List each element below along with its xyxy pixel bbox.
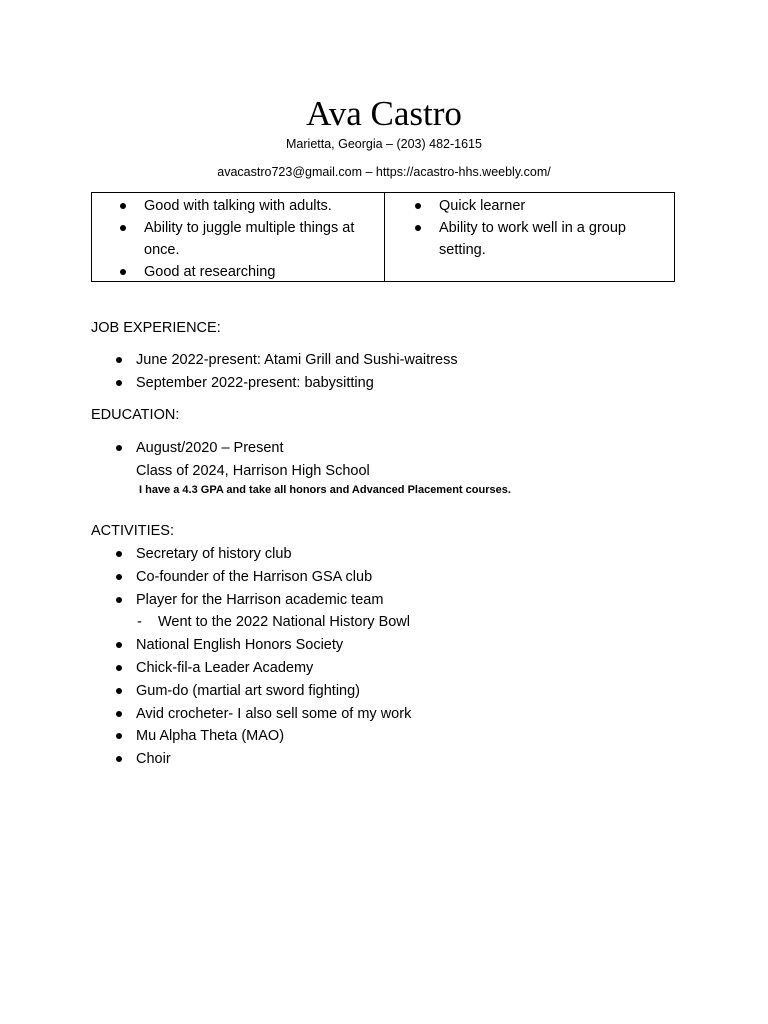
bullet-icon — [116, 711, 122, 717]
skill-item: Quick learner — [411, 195, 668, 217]
bullet-icon — [120, 225, 126, 231]
bullet-icon — [415, 225, 421, 231]
bullet-icon — [116, 597, 122, 603]
job-experience-list — [116, 349, 458, 395]
resume-name: Ava Castro — [306, 94, 462, 133]
bullet-icon — [116, 688, 122, 694]
activities-heading: ACTIVITIES: — [91, 523, 174, 539]
list-item: Player for the Harrison academic team — [116, 589, 411, 612]
bullet-icon — [116, 380, 122, 386]
list-item: Chick-fil-a Leader Academy — [116, 657, 411, 680]
skills-right-column — [385, 193, 674, 281]
list-item: August/2020 – Present — [116, 437, 370, 460]
list-item: Avid crocheter- I also sell some of my work — [116, 703, 411, 726]
dash-marker: - — [137, 614, 142, 631]
bullet-icon — [116, 756, 122, 762]
bullet-icon — [116, 642, 122, 648]
bullet-icon — [415, 203, 421, 209]
activities-list — [116, 543, 411, 771]
skill-item: Ability to work well in a group setting. — [411, 217, 668, 261]
bullet-icon — [116, 357, 122, 363]
email-website: avacastro723@gmail.com – https://acastro-hhs.weebly.com/ — [217, 165, 551, 179]
bullet-icon — [116, 665, 122, 671]
bullet-icon — [120, 203, 126, 209]
school-line: Class of 2024, Harrison High School — [136, 462, 370, 479]
location-phone: Marietta, Georgia – (203) 482-1615 — [286, 137, 482, 151]
list-item: Co-founder of the Harrison GSA club — [116, 566, 411, 589]
skills-table — [91, 192, 675, 282]
skills-left-column — [92, 193, 385, 281]
education-heading: EDUCATION: — [91, 407, 180, 423]
skill-item: Good with talking with adults. — [116, 195, 378, 217]
list-item: National English Honors Society — [116, 634, 411, 657]
job-experience-heading: JOB EXPERIENCE: — [91, 320, 221, 336]
list-item: June 2022-present: Atami Grill and Sushi-waitress — [116, 349, 458, 372]
bullet-icon — [120, 269, 126, 275]
list-item: Gum-do (martial art sword fighting) — [116, 680, 411, 703]
list-item: Secretary of history club — [116, 543, 411, 566]
education-list — [116, 437, 370, 483]
list-item: Choir — [116, 748, 411, 771]
skill-item: Ability to juggle multiple things at once. — [116, 217, 378, 261]
sub-list-item: - Went to the 2022 National History Bowl — [116, 611, 411, 634]
skill-item: Good at researching — [116, 261, 378, 283]
bullet-icon — [116, 551, 122, 557]
bullet-icon — [116, 733, 122, 739]
bullet-icon — [116, 445, 122, 451]
gpa-note: I have a 4.3 GPA and take all honors and Advanced Placement courses. — [139, 484, 511, 496]
bullet-icon — [116, 574, 122, 580]
list-item: Mu Alpha Theta (MAO) — [116, 725, 411, 748]
list-item: September 2022-present: babysitting — [116, 372, 458, 395]
